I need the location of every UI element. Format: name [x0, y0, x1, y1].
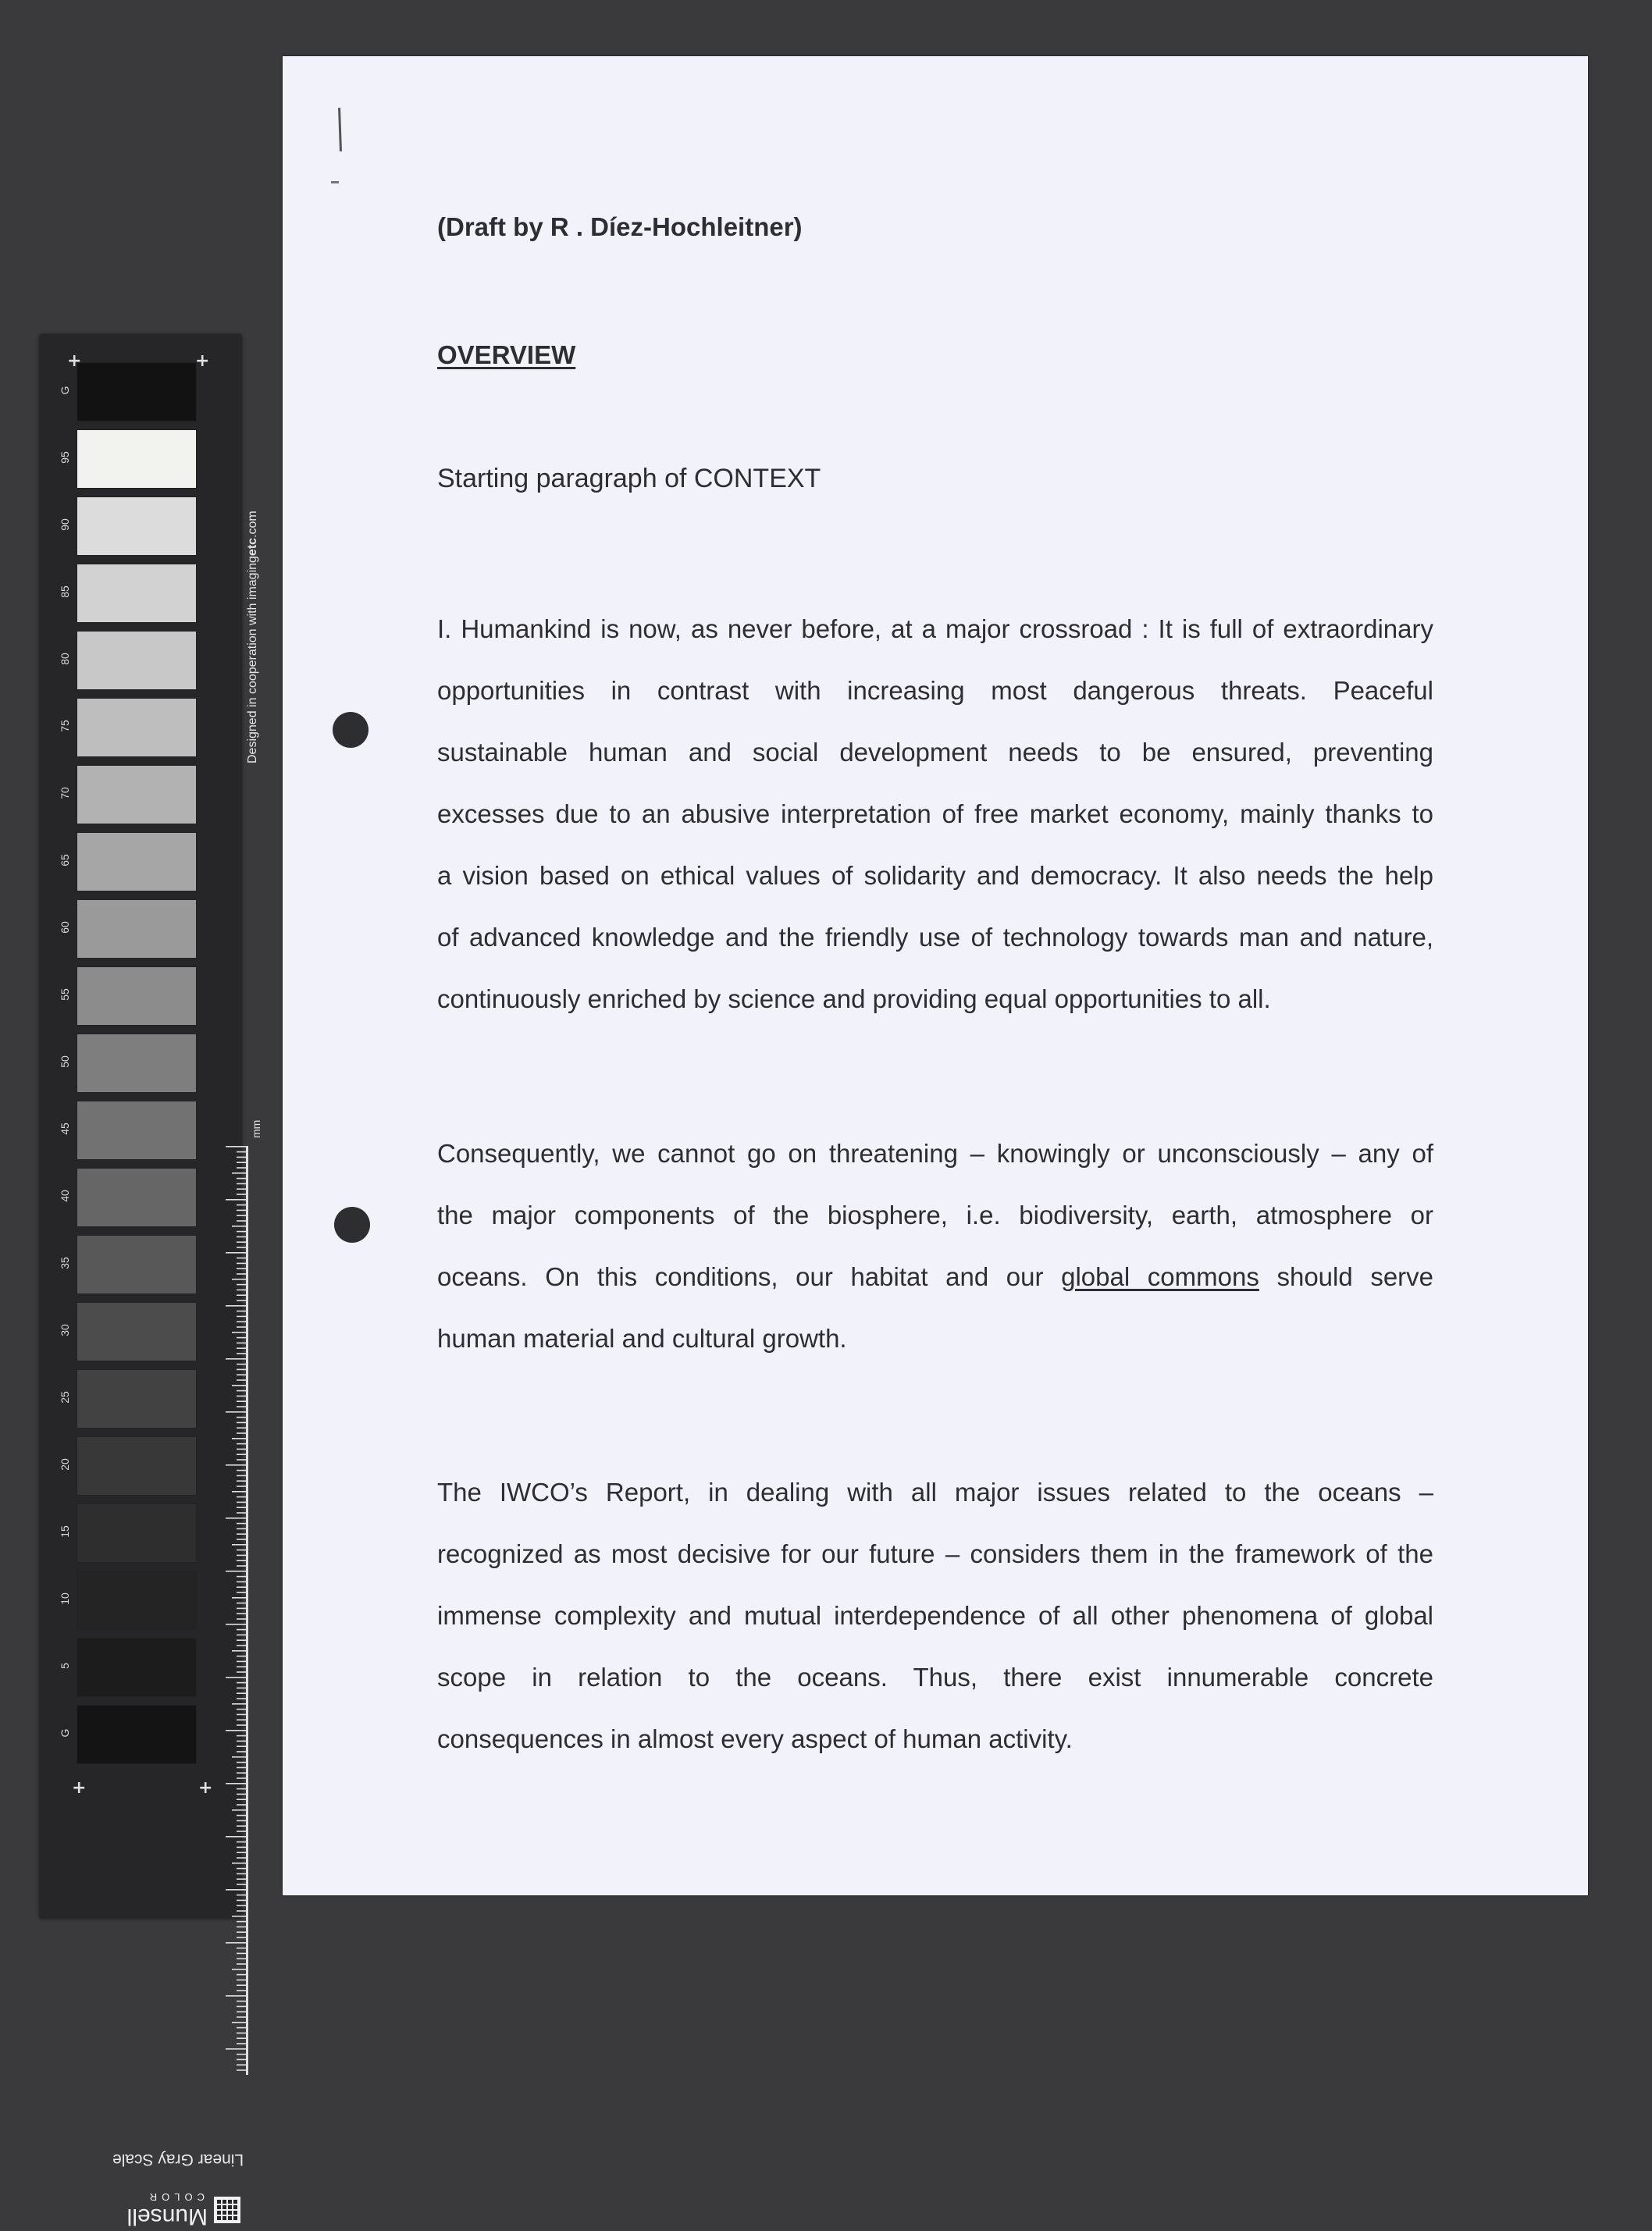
document-page: [283, 56, 1588, 1895]
ruler-tick: [237, 1263, 246, 1265]
gray-scale-card: [39, 334, 262, 2229]
ruler-tick: [237, 1656, 246, 1657]
swatch-label: 35: [59, 1257, 71, 1269]
swatch-label: 90: [59, 518, 71, 531]
ruler-tick: [237, 1847, 246, 1848]
ruler-tick: [232, 1544, 246, 1546]
ruler-tick: [237, 1374, 246, 1375]
ruler-tick: [237, 1735, 246, 1737]
ruler-tick: [237, 1799, 246, 1800]
paragraph-line: of advanced knowledge and the friendly use of technology towards man and nature,: [437, 923, 1433, 952]
paragraph-2: [437, 1123, 1433, 1369]
ruler-tick: [237, 1661, 246, 1663]
ruler-tick: [237, 1980, 246, 1981]
ruler-tick: [237, 1905, 246, 1906]
ruler-tick: [237, 1258, 246, 1259]
swatch-label: 30: [59, 1324, 71, 1336]
registration-mark: +: [72, 1778, 87, 1798]
ruler-tick: [237, 1204, 246, 1206]
swatch-label: 10: [59, 1592, 71, 1605]
ruler-tick: [237, 1762, 246, 1763]
ruler-tick: [237, 2006, 246, 2008]
ruler-tick: [226, 2048, 246, 2050]
ruler-tick: [237, 1210, 246, 1212]
ruler-tick: [237, 1316, 246, 1318]
ruler-tick: [237, 1974, 246, 1976]
swatch-label: 80: [59, 653, 71, 665]
brand-name: Munsell: [126, 2204, 208, 2229]
ruler-tick: [237, 1639, 246, 1641]
ruler-tick: [237, 1400, 246, 1402]
ruler-tick: [237, 1231, 246, 1233]
ruler-tick: [237, 1236, 246, 1238]
ruler-tick: [237, 1475, 246, 1477]
ruler-tick: [226, 1358, 246, 1360]
ruler-tick: [232, 1226, 246, 1227]
ruler-tick: [237, 2027, 246, 2029]
ruler-tick: [232, 1703, 246, 1705]
ruler-tick: [237, 1507, 246, 1508]
ruler-tick: [237, 1777, 246, 1779]
ruler-tick: [237, 1841, 246, 1843]
swatch-label: 65: [59, 854, 71, 866]
ruler-tick: [237, 1767, 246, 1769]
ruler-tick: [237, 1751, 246, 1752]
ruler-tick: [237, 1273, 246, 1275]
paragraph-line: sustainable human and social development needs to be ensured, preventing: [437, 738, 1433, 767]
ruler-tick: [237, 1895, 246, 1896]
swatch-label: G: [59, 1728, 71, 1738]
ruler-tick: [237, 1178, 246, 1180]
ruler-tick: [237, 1454, 246, 1455]
swatch-label: 20: [59, 1458, 71, 1471]
gray-swatch: [77, 1571, 197, 1630]
ruler-tick: [232, 1650, 246, 1652]
ruler-tick: [237, 1311, 246, 1312]
ruler-tick: [237, 1470, 246, 1471]
punch-hole: [333, 712, 368, 748]
ruler-tick: [237, 1284, 246, 1286]
paragraph-line: The IWCO’s Report, in dealing with all major issues related to the oceans –: [437, 1478, 1433, 1507]
overview-heading: OVERVIEW: [437, 340, 576, 369]
ruler-tick: [237, 1709, 246, 1710]
ruler-tick: [237, 1533, 246, 1535]
ruler-tick: [237, 1406, 246, 1407]
ruler-tick: [237, 2064, 246, 2066]
ruler-tick: [237, 1794, 246, 1795]
ruler-tick: [237, 1692, 246, 1694]
ruler-tick: [237, 1884, 246, 1885]
paragraph-line: recognized as most decisive for our future – considers them in the framework of the: [437, 1539, 1433, 1568]
ruler-tick: [237, 1560, 246, 1561]
gray-swatch: [77, 1503, 197, 1563]
ruler-tick: [232, 1597, 246, 1599]
paragraph-line: scope in relation to the oceans. Thus, there exist innumerable concrete: [437, 1663, 1433, 1692]
ruler-tick: [237, 1804, 246, 1806]
paragraph-line: opportunities in contrast with increasing most dangerous threats. Peaceful: [437, 676, 1433, 705]
gray-swatch: [77, 1436, 197, 1496]
pencil-mark: [331, 181, 339, 183]
ruler-tick: [237, 1512, 246, 1514]
ruler-tick: [237, 1183, 246, 1185]
gray-swatch: [77, 631, 197, 690]
paragraph-line: the major components of the biosphere, i.e. biodiversity, earth, atmosphere or: [437, 1201, 1433, 1229]
swatch-label: 70: [59, 787, 71, 799]
ruler-tick: [237, 1948, 246, 1949]
gray-swatch: [77, 1369, 197, 1429]
ruler-tick: [237, 1772, 246, 1774]
ruler-tick: [237, 2054, 246, 2055]
swatch-label: 5: [59, 1663, 71, 1669]
ruler-tick: [237, 1927, 246, 1928]
ruler-tick: [237, 1565, 246, 1567]
gray-swatch: [77, 698, 197, 757]
ruler-tick: [226, 1730, 246, 1731]
registration-mark: +: [198, 1778, 213, 1798]
ruler-tick: [237, 1343, 246, 1344]
ruler-tick: [237, 1449, 246, 1450]
swatch-label: 45: [59, 1123, 71, 1135]
ruler-tick: [237, 1396, 246, 1397]
swatch-label: 25: [59, 1391, 71, 1404]
ruler-tick: [237, 1188, 246, 1190]
ruler-tick: [237, 1586, 246, 1588]
swatch-label: 85: [59, 585, 71, 598]
ruler-tick: [226, 1624, 246, 1625]
ruler-tick: [237, 1550, 246, 1551]
gray-swatch: [77, 429, 197, 489]
ruler-tick: [237, 2033, 246, 2034]
ruler-tick: [237, 1151, 246, 1153]
ruler-tick: [237, 2059, 246, 2061]
brand-logo-block: [117, 2184, 242, 2231]
brand-subtitle: COLOR: [144, 2191, 205, 2203]
ruler-tick: [237, 1990, 246, 1991]
ruler-tick: [237, 1326, 246, 1328]
global-commons-underlined: global commons: [1061, 1262, 1259, 1291]
ruler-tick: [237, 1900, 246, 1902]
ruler-tick: [237, 1745, 246, 1747]
paragraph-1: [437, 598, 1433, 1030]
mm-ruler: [223, 1146, 254, 2075]
paragraph-line: a vision based on ethical values of solidarity and democracy. It also needs the help: [437, 861, 1433, 890]
ruler-tick: [237, 1635, 246, 1636]
gray-swatch: [77, 765, 197, 824]
gray-swatch: [77, 496, 197, 556]
ruler-tick: [237, 1417, 246, 1418]
ruler-tick: [237, 1852, 246, 1853]
ruler-tick: [232, 1491, 246, 1493]
ruler-tick: [226, 1411, 246, 1413]
gray-swatch: [77, 1705, 197, 1764]
ruler-tick: [237, 1820, 246, 1822]
ruler-tick: [237, 1603, 246, 1604]
ruler-tick: [226, 1252, 246, 1254]
munsell-logo-icon: [214, 2197, 240, 2223]
ruler-tick: [226, 1464, 246, 1466]
paragraph-line: immense complexity and mutual interdependence of all other phenomena of global: [437, 1601, 1433, 1630]
gray-swatch: [77, 1101, 197, 1160]
ruler-tick: [237, 1741, 246, 1742]
ruler-tick: [237, 1528, 246, 1530]
ruler-tick: [237, 1337, 246, 1339]
ruler-tick: [232, 1809, 246, 1811]
ruler-tick: [226, 1889, 246, 1891]
ruler-tick: [232, 1385, 246, 1386]
ruler-tick: [237, 1688, 246, 1689]
swatch-label: 75: [59, 720, 71, 732]
ruler-tick: [226, 1571, 246, 1572]
ruler-tick: [237, 1459, 246, 1461]
paragraph-line: oceans. On this conditions, our habitat and our global commons should serve: [437, 1262, 1434, 1291]
ruler-tick: [237, 1215, 246, 1216]
ruler-tick: [237, 1815, 246, 1816]
registration-mark: +: [195, 351, 210, 371]
ruler-tick: [232, 1279, 246, 1280]
ruler-tick: [237, 1613, 246, 1614]
ruler-tick: [237, 1788, 246, 1790]
paragraph-line: continuously enriched by science and providing equal opportunities to all.: [437, 984, 1271, 1013]
ruler-tick: [237, 1873, 246, 1875]
ruler-tick: [237, 1486, 246, 1487]
ruler-tick: [237, 1432, 246, 1434]
ruler-tick: [237, 1714, 246, 1716]
ruler-unit-label: mm: [250, 1119, 262, 1138]
gray-swatch: [77, 1168, 197, 1227]
scale-title: Linear Gray Scale: [112, 2151, 244, 2169]
ruler-tick: [237, 1958, 246, 1959]
ruler-tick: [237, 1241, 246, 1243]
ruler-tick: [237, 1878, 246, 1880]
ruler-tick: [237, 1321, 246, 1322]
ruler-tick: [237, 1194, 246, 1195]
ruler-tick: [237, 1831, 246, 1832]
registration-mark: +: [67, 351, 82, 371]
paragraph-3: [437, 1461, 1433, 1770]
ruler-tick: [237, 1698, 246, 1699]
ruler-tick: [226, 1836, 246, 1838]
ruler-tick: [237, 1268, 246, 1269]
punch-hole: [334, 1207, 370, 1243]
swatch-label: 40: [59, 1190, 71, 1202]
pencil-mark: [338, 108, 342, 151]
ruler-tick: [237, 2001, 246, 2002]
gray-swatch: [77, 564, 197, 623]
ruler-tick: [237, 1167, 246, 1169]
ruler-tick: [232, 1863, 246, 1864]
ruler-tick: [226, 1518, 246, 1519]
ruler-tick: [237, 1480, 246, 1482]
ruler-tick: [237, 1379, 246, 1381]
paragraph-line: I. Humankind is now, as never before, at a major crossroad : It is full of extraordinary: [437, 614, 1433, 643]
ruler-tick: [237, 2011, 246, 2012]
ruler-tick: [237, 1910, 246, 1912]
ruler-tick: [237, 1682, 246, 1684]
swatch-label: 15: [59, 1525, 71, 1538]
swatch-label: 95: [59, 451, 71, 464]
ruler-tick: [237, 1724, 246, 1726]
gray-swatch: [77, 1302, 197, 1361]
ruler-tick: [232, 1756, 246, 1758]
ruler-tick: [237, 1666, 246, 1667]
ruler-tick: [237, 1369, 246, 1371]
ruler-tick: [237, 1294, 246, 1296]
context-subheading: Starting paragraph of CONTEXT: [437, 464, 821, 493]
ruler-tick: [237, 1247, 246, 1248]
paragraph-line: excesses due to an abusive interpretation of free market economy, mainly thanks to: [437, 799, 1433, 828]
gray-swatch: [77, 362, 197, 422]
ruler-tick: [237, 1157, 246, 1158]
ruler-tick: [237, 1645, 246, 1646]
gray-swatch: [77, 966, 197, 1026]
ruler-tick: [232, 1916, 246, 1917]
ruler-tick: [237, 1347, 246, 1349]
ruler-tick: [226, 1942, 246, 1944]
ruler-tick: [237, 1290, 246, 1291]
ruler-tick: [237, 1629, 246, 1631]
ruler-tick: [237, 1496, 246, 1498]
ruler-tick: [237, 1364, 246, 1365]
ruler-tick: [237, 1671, 246, 1673]
ruler-tick: [237, 1555, 246, 1557]
ruler-tick: [237, 1523, 246, 1525]
ruler-tick: [237, 1582, 246, 1583]
ruler-tick: [237, 1300, 246, 1301]
ruler-tick: [237, 1592, 246, 1593]
ruler-tick: [226, 1199, 246, 1201]
ruler-tick: [237, 1953, 246, 1955]
ruler-tick: [237, 1220, 246, 1222]
ruler-tick: [232, 1969, 246, 1970]
paragraph-line: human material and cultural growth.: [437, 1324, 847, 1353]
ruler-tick: [237, 1921, 246, 1923]
ruler-tick: [237, 1857, 246, 1859]
ruler-tick: [237, 1162, 246, 1163]
swatch-label: 50: [59, 1055, 71, 1068]
paragraph-line: Consequently, we cannot go on threatening – knowingly or unconsciously – any of: [437, 1139, 1433, 1168]
ruler-tick: [237, 1502, 246, 1503]
ruler-tick: [237, 1353, 246, 1354]
ruler-tick: [237, 1868, 246, 1870]
ruler-tick: [237, 1984, 246, 1986]
ruler-tick: [232, 1438, 246, 1439]
ruler-tick: [237, 1427, 246, 1429]
gray-swatch: [77, 899, 197, 959]
ruler-tick: [226, 1305, 246, 1307]
draft-author-line: (Draft by R . Díez-Hochleitner): [437, 212, 803, 241]
swatch-label: G: [59, 386, 71, 395]
ruler-tick: [237, 1608, 246, 1610]
swatch-label: 55: [59, 988, 71, 1001]
ruler-tick: [237, 1443, 246, 1445]
ruler-tick: [237, 1576, 246, 1578]
paragraph-line: consequences in almost every aspect of human activity.: [437, 1724, 1073, 1753]
ruler-tick: [226, 1677, 246, 1678]
ruler-tick: [237, 1422, 246, 1424]
ruler-tick: [237, 1931, 246, 1933]
ruler-tick: [237, 1719, 246, 1720]
gray-swatch: [77, 832, 197, 891]
ruler-tick: [237, 2037, 246, 2039]
credit-text: Designed in cooperation with imagingetc.com: [246, 511, 259, 763]
ruler-tick: [237, 1390, 246, 1392]
ruler-tick: [226, 1995, 246, 1997]
ruler-tick: [237, 1618, 246, 1620]
gray-swatch: [77, 1235, 197, 1294]
ruler-tick: [237, 2069, 246, 2071]
ruler-tick: [237, 1937, 246, 1938]
gray-swatch: [77, 1034, 197, 1093]
ruler-tick: [232, 1332, 246, 1333]
ruler-tick: [237, 1825, 246, 1827]
ruler-tick: [226, 1146, 246, 1148]
ruler-tick: [232, 1172, 246, 1174]
ruler-tick: [226, 1783, 246, 1784]
gray-swatch: [77, 1638, 197, 1697]
swatch-label: 60: [59, 921, 71, 934]
ruler-tick: [237, 2016, 246, 2018]
ruler-tick: [237, 2043, 246, 2044]
ruler-tick: [232, 2022, 246, 2023]
ruler-tick: [237, 1539, 246, 1540]
